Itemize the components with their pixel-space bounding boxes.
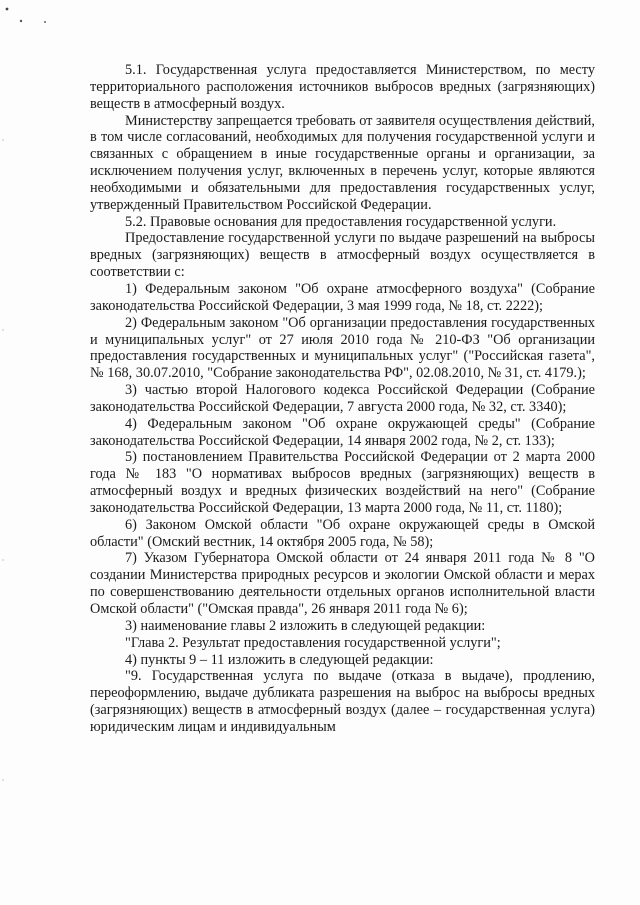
list-item-4: 4) Федеральным законом "Об охране окружающей среды" (Собрание законодательства Российской Федерации, 14 января 2002 года, № 2, ст. 133); [90, 415, 595, 449]
paragraph-basis-intro: Предоставление государственной услуги по выдаче разрешений на выбросы вредных (загрязняющих) веществ в атмосферный воздух осуществляется в соответствии с: [90, 230, 595, 281]
paragraph-point-9: "9. Государственная услуга по выдаче (отказа в выдаче), продлению, переоформлению, выдаче дубликата разрешения на выброс на выбросы вредных (загрязняющих) веществ в атмосферный воздух (далее – государственная услуга) юридическим лицам и индивидуальным [90, 668, 595, 735]
paragraph-prohibition: Министерству запрещается требовать от заявителя осуществления действий, в том числе согласований, необходимых для получения государственной услуги и связанных с обращением в иные государственные органы и организации, за исключением получения услуг, включенных в перечень услуг, которые являются необходимыми и обязательными для предоставления государственных услуг, утвержденный Правительством Российской Федерации. [90, 112, 595, 213]
list-item-6: 6) Законом Омской области "Об охране окружающей среды в Омской области" (Омский вестник, 14 октября 2005 года, № 58); [90, 516, 595, 550]
amendment-3: 3) наименование главы 2 изложить в следующей редакции: [125, 617, 486, 634]
list-item-7: 7) Указом Губернатора Омской области от 24 января 2011 года № 8 "О создании Министерства природных ресурсов и экологии Омской области и мерах по совершенствованию деятельности отдельных органов исполнительной власти Омской области" ("Омская правда", 26 января 2011 года № 6); [90, 550, 595, 617]
list-item-3: 3) частью второй Налогового кодекса Российской Федерации (Собрание законодательства Российской Федерации, 7 августа 2000 года, № 32, ст. 3340); [90, 382, 595, 415]
paragraph-5-2: 5.2. Правовые основания для предоставления государственной услуги. [125, 213, 557, 230]
list-item-1: 1) Федеральным законом "Об охране атмосферного воздуха" (Собрание законодательства Российской Федерации, 3 мая 1999 года, № 18, ст. 2222); [90, 280, 595, 314]
list-item-2: 2) Федеральным законом "Об организации предоставления государственных и муниципальных услуг" от 27 июля 2010 года № 210-ФЗ "Об организации предоставления государственных и муниципальных услуг" ("Российская газета", № 168, 30.07.2010, "Собрание законодательства РФ", 02.08.2010, № 31, ст. 4179.); [90, 314, 595, 382]
scan-speck [2, 329, 3, 330]
paragraph-5-1: 5.1. Государственная услуга предоставляется Министерством, по месту территориального расположения источников выбросов вредных (загрязняющих) веществ в атмосферный воздух. [90, 62, 595, 112]
scan-speck [44, 21, 46, 23]
list-item-5: 5) постановлением Правительства Российской Федерации от 2 марта 2000 года № 183 "О нормативах выбросов вредных (загрязняющих) веществ в атмосферный воздух и вредных физических воздействий на него" (Собрание законодательства Российской Федерации, 13 марта 2000 года, № 11, ст. 1180); [90, 449, 595, 516]
scan-speck [2, 139, 3, 140]
amendment-4: 4) пункты 9 – 11 изложить в следующей редакции: [125, 651, 434, 668]
document-body [90, 62, 595, 736]
chapter-2-heading-text: "Глава 2. Результат предоставления государственной услуги"; [125, 634, 501, 651]
scan-speck [6, 8, 9, 11]
scan-speck [2, 779, 3, 780]
scan-speck [20, 20, 22, 22]
scan-speck [2, 559, 3, 560]
